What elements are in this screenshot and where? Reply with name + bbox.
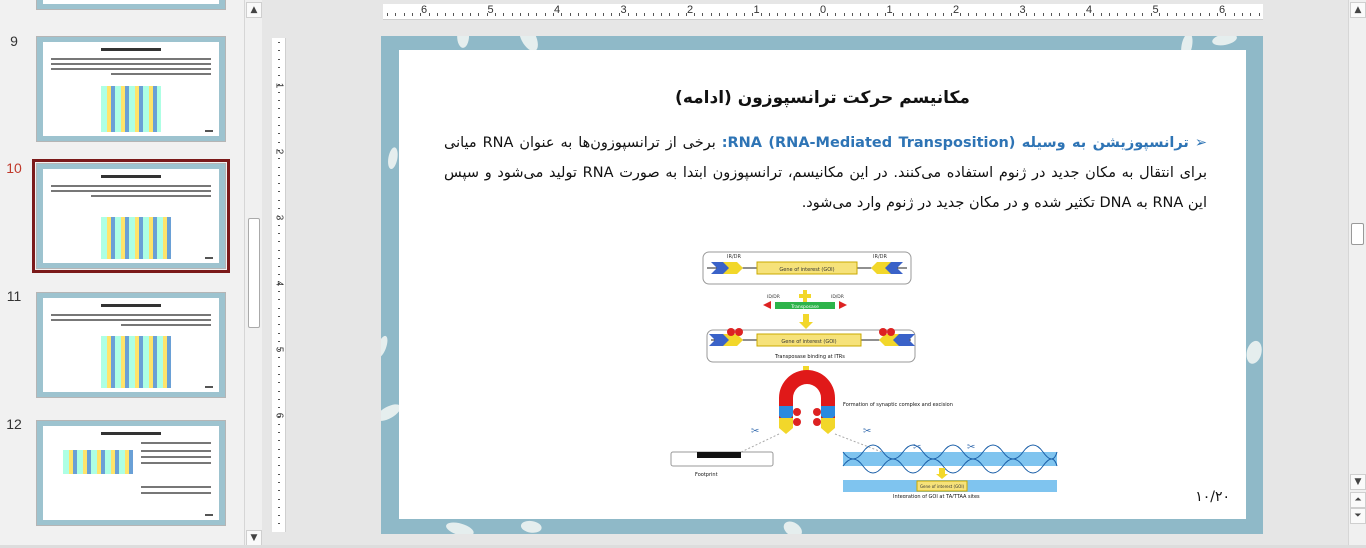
- ruler-tick: [661, 13, 662, 16]
- leaf-shape: [445, 520, 476, 534]
- ruler-tick: [993, 13, 994, 16]
- slide-content-area: [399, 50, 1246, 519]
- ruler-tick: [278, 424, 280, 425]
- ruler-tick: [278, 167, 280, 168]
- ruler-tick: [628, 13, 629, 16]
- ruler-tick: [278, 75, 280, 76]
- ruler-tick: [927, 13, 928, 16]
- ruler-tick: [545, 13, 546, 16]
- ruler-tick: [694, 13, 695, 16]
- ruler-tick: [437, 13, 438, 16]
- ruler-tick: [503, 13, 504, 16]
- ruler-tick: [404, 13, 405, 16]
- ruler-tick: [1126, 13, 1127, 16]
- ruler-tick: [278, 175, 280, 176]
- ruler-tick: [802, 13, 803, 16]
- ruler-tick: [278, 59, 280, 60]
- scroll-up-button[interactable]: ▲: [246, 2, 262, 18]
- ruler-tick: [278, 299, 280, 300]
- ruler-tick: [1209, 13, 1210, 16]
- svg-text:✂: ✂: [913, 442, 922, 453]
- ruler-tick: [744, 13, 745, 16]
- body-paragraph: برخی از ترانسپوزون‌ها به عنوان RNA میانی برای انتقال به مکان جدید در ژنوم استفاده می‌کنند. در این مکانیسم، ترانسپوزون ابتدا به صورت RNA تولید می‌شود و سپس این RNA به DNA تکثیر شده و در مکان جدید در ژنوم وارد می‌شود.: [444, 135, 1207, 211]
- next-slide-button[interactable]: ⏷: [1350, 508, 1366, 524]
- ruler-tick: [943, 13, 944, 16]
- ruler-tick: [860, 13, 861, 16]
- ruler-tick: [278, 191, 280, 192]
- ruler-tick: [278, 333, 280, 334]
- slide-thumbnail-9[interactable]: [36, 36, 226, 142]
- svg-text:Formation of synaptic complex: Formation of synaptic complex and excision: [843, 402, 953, 408]
- ruler-tick: [835, 13, 836, 16]
- ruler-tick: [1101, 13, 1102, 16]
- ruler-tick: [1093, 13, 1094, 16]
- ruler-tick: [1225, 13, 1226, 16]
- vertical-ruler: [272, 38, 286, 532]
- svg-text:Footprint: Footprint: [695, 472, 718, 478]
- ruler-tick: [278, 308, 280, 309]
- ruler-tick: [1234, 13, 1235, 16]
- leaf-shape: [381, 335, 390, 359]
- ruler-tick: [278, 523, 280, 524]
- panel-scrollbar[interactable]: [244, 0, 262, 548]
- ruler-tick: [278, 457, 280, 458]
- ruler-tick: [278, 250, 280, 251]
- ruler-label: 2: [686, 4, 694, 16]
- slide-number-12: 12: [6, 416, 22, 432]
- panel-scroll-thumb[interactable]: [248, 218, 260, 328]
- ruler-tick: [761, 13, 762, 16]
- ruler-tick: [868, 13, 869, 16]
- leaf-shape: [520, 520, 542, 534]
- ruler-tick: [586, 13, 587, 16]
- ruler-label: 0: [819, 4, 827, 16]
- svg-text:✂: ✂: [863, 426, 872, 437]
- diagram-footprint: [671, 452, 773, 478]
- ruler-tick: [520, 13, 521, 16]
- leaf-shape: [457, 36, 469, 48]
- ruler-label: 2: [273, 148, 285, 155]
- ruler-tick: [794, 13, 795, 16]
- ruler-tick: [278, 50, 280, 51]
- ruler-tick: [1259, 13, 1260, 16]
- ruler-tick: [278, 515, 280, 516]
- ruler-tick: [1176, 13, 1177, 16]
- editor-scroll-thumb[interactable]: [1351, 223, 1364, 245]
- leaf-shape: [781, 518, 805, 534]
- ruler-tick: [278, 117, 280, 118]
- slide-canvas[interactable]: [381, 36, 1263, 534]
- ruler-label: 6: [420, 4, 428, 16]
- ruler-tick: [470, 13, 471, 16]
- diagram-row-transposase: [763, 290, 847, 329]
- ruler-tick: [462, 13, 463, 16]
- ruler-tick: [278, 474, 280, 475]
- horizontal-ruler: [383, 4, 1263, 20]
- ruler-tick: [453, 13, 454, 16]
- ruler-tick: [278, 482, 280, 483]
- ruler-tick: [570, 13, 571, 16]
- ruler-tick: [412, 13, 413, 16]
- bullet-arrow-icon: ➢: [1194, 135, 1208, 151]
- ruler-tick: [902, 13, 903, 16]
- ruler-tick: [785, 13, 786, 16]
- ruler-tick: [278, 440, 280, 441]
- ruler-label: 5: [487, 4, 494, 16]
- ruler-tick: [278, 241, 280, 242]
- ruler-tick: [678, 13, 679, 16]
- ruler-label: 3: [620, 4, 627, 16]
- heading-english: (RNA-Mediated Transposition):: [721, 135, 1016, 151]
- ruler-tick: [278, 507, 280, 508]
- ruler-tick: [278, 200, 280, 201]
- ruler-tick: [702, 13, 703, 16]
- ruler-tick: [893, 13, 894, 16]
- ruler-tick: [278, 67, 280, 68]
- ruler-tick: [1184, 13, 1185, 16]
- ruler-tick: [1051, 13, 1052, 16]
- ruler-label: 1: [886, 4, 893, 16]
- ruler-tick: [478, 13, 479, 16]
- ruler-tick: [611, 13, 612, 16]
- transposition-diagram[interactable]: [667, 248, 1063, 498]
- slide-thumbnail-12[interactable]: [36, 420, 226, 526]
- ruler-tick: [653, 13, 654, 16]
- ruler-label: 4: [1085, 4, 1093, 16]
- ruler-tick: [910, 13, 911, 16]
- ruler-tick: [278, 100, 280, 101]
- ruler-tick: [278, 449, 280, 450]
- ruler-tick: [1034, 13, 1035, 16]
- heading-persian: ترانسپوزیشن به وسیله RNA: [727, 135, 1189, 151]
- svg-text:Transposase binding at ITRs: Transposase binding at ITRs: [775, 354, 845, 360]
- ruler-tick: [1192, 13, 1193, 16]
- ruler-tick: [278, 432, 280, 433]
- ruler-tick: [278, 133, 280, 134]
- ruler-tick: [636, 13, 637, 16]
- diagram-row-goi: [703, 252, 911, 284]
- slide-thumbnail-8[interactable]: [36, 0, 226, 10]
- ruler-label: 1: [273, 82, 285, 89]
- slide-thumbnail-10[interactable]: [36, 163, 226, 269]
- ruler-label: 4: [553, 4, 561, 16]
- ruler-tick: [1167, 13, 1168, 16]
- ruler-tick: [278, 374, 280, 375]
- ruler-tick: [1200, 13, 1201, 16]
- editor-scrollbar[interactable]: [1348, 0, 1366, 548]
- ruler-tick: [278, 499, 280, 500]
- ruler-tick: [719, 13, 720, 16]
- ruler-tick: [495, 13, 496, 16]
- ruler-label: 1: [753, 4, 760, 16]
- leaf-shape: [1211, 36, 1238, 47]
- ruler-tick: [278, 324, 280, 325]
- ruler-tick: [561, 13, 562, 16]
- ruler-tick: [278, 274, 280, 275]
- ruler-tick: [603, 13, 604, 16]
- scroll-down-button[interactable]: ▼: [1350, 474, 1366, 490]
- ruler-tick: [968, 13, 969, 16]
- ruler-label: 4: [273, 280, 285, 287]
- ruler-tick: [278, 142, 280, 143]
- ruler-tick: [429, 13, 430, 16]
- ruler-tick: [1151, 13, 1152, 16]
- ruler-tick: [976, 13, 977, 16]
- ruler-tick: [278, 258, 280, 259]
- svg-text:Gene of interest (GOI): Gene of interest (GOI): [919, 484, 965, 489]
- leaf-shape: [1244, 339, 1263, 365]
- ruler-tick: [644, 13, 645, 16]
- ruler-tick: [935, 13, 936, 16]
- ruler-tick: [278, 391, 280, 392]
- ruler-tick: [578, 13, 579, 16]
- ruler-tick: [1134, 13, 1135, 16]
- scroll-up-button[interactable]: ▲: [1350, 2, 1366, 18]
- ruler-tick: [528, 13, 529, 16]
- svg-text:Gene of interest (GOI): Gene of interest (GOI): [779, 267, 835, 273]
- ruler-tick: [278, 465, 280, 466]
- ruler-tick: [1250, 13, 1251, 16]
- ruler-label: 3: [1019, 4, 1026, 16]
- ruler-tick: [960, 13, 961, 16]
- ruler-tick: [1076, 13, 1077, 16]
- ruler-tick: [669, 13, 670, 16]
- ruler-tick: [777, 13, 778, 16]
- ruler-tick: [278, 125, 280, 126]
- ruler-tick: [1026, 13, 1027, 16]
- ruler-tick: [1109, 13, 1110, 16]
- slide-panel: [0, 0, 244, 548]
- ruler-tick: [844, 13, 845, 16]
- svg-text:Transposase: Transposase: [791, 305, 819, 310]
- ruler-tick: [1117, 13, 1118, 16]
- ruler-tick: [1059, 13, 1060, 16]
- leaf-shape: [387, 147, 400, 170]
- ruler-tick: [512, 13, 513, 16]
- ruler-tick: [278, 183, 280, 184]
- slide-page-number: ۱۰/۲۰: [1195, 489, 1230, 505]
- slide-title[interactable]: مکانیسم حرکت ترانسپوزون (ادامه): [675, 88, 970, 108]
- ruler-label: 5: [1152, 4, 1159, 16]
- ruler-label: 5: [273, 346, 285, 353]
- ruler-label: 6: [273, 412, 285, 419]
- ruler-tick: [278, 42, 280, 43]
- ruler-tick: [985, 13, 986, 16]
- ruler-tick: [736, 13, 737, 16]
- ruler-tick: [278, 225, 280, 226]
- slide-number-10: 10: [6, 160, 22, 176]
- svg-text:IR/DR: IR/DR: [727, 254, 741, 260]
- previous-slide-button[interactable]: ⏶: [1350, 492, 1366, 508]
- svg-text:IR/DR: IR/DR: [873, 254, 887, 260]
- ruler-label: 6: [1218, 4, 1226, 16]
- ruler-tick: [536, 13, 537, 16]
- ruler-tick: [278, 266, 280, 267]
- ruler-tick: [810, 13, 811, 16]
- ruler-tick: [1001, 13, 1002, 16]
- ruler-tick: [278, 382, 280, 383]
- svg-text:Gene of interest (GOI): Gene of interest (GOI): [781, 339, 837, 345]
- ruler-tick: [827, 13, 828, 16]
- ruler-tick: [278, 316, 280, 317]
- svg-text:Integration of GOI at TA/TTAA: Integration of GOI at TA/TTAA sites: [893, 494, 980, 498]
- diagram-integration: [843, 442, 1057, 498]
- slide-body-text[interactable]: [444, 128, 1207, 218]
- ruler-tick: [278, 357, 280, 358]
- ruler-tick: [1142, 13, 1143, 16]
- ruler-tick: [278, 399, 280, 400]
- svg-text:✂: ✂: [967, 442, 976, 453]
- slide-number-9: 9: [10, 33, 18, 49]
- ruler-tick: [278, 108, 280, 109]
- svg-text:ID/DR: ID/DR: [831, 295, 844, 300]
- slide-thumbnail-11[interactable]: [36, 292, 226, 398]
- ruler-tick: [445, 13, 446, 16]
- ruler-tick: [1217, 13, 1218, 16]
- ruler-label: 3: [273, 214, 285, 221]
- ruler-tick: [395, 13, 396, 16]
- scroll-down-button[interactable]: ▼: [246, 530, 262, 546]
- ruler-tick: [278, 291, 280, 292]
- ruler-tick: [711, 13, 712, 16]
- ruler-tick: [1159, 13, 1160, 16]
- ruler-tick: [727, 13, 728, 16]
- ruler-label: 2: [952, 4, 960, 16]
- ruler-tick: [595, 13, 596, 16]
- ruler-tick: [1043, 13, 1044, 16]
- ruler-tick: [1242, 13, 1243, 16]
- ruler-tick: [1010, 13, 1011, 16]
- ruler-tick: [278, 490, 280, 491]
- svg-text:✂: ✂: [751, 426, 760, 437]
- ruler-tick: [877, 13, 878, 16]
- slide-number-11: 11: [6, 288, 22, 304]
- ruler-tick: [769, 13, 770, 16]
- ruler-tick: [278, 366, 280, 367]
- svg-text:ID/DR: ID/DR: [767, 295, 780, 300]
- ruler-tick: [278, 208, 280, 209]
- ruler-tick: [918, 13, 919, 16]
- ruler-tick: [1068, 13, 1069, 16]
- ruler-tick: [278, 233, 280, 234]
- ruler-tick: [387, 13, 388, 16]
- ruler-tick: [852, 13, 853, 16]
